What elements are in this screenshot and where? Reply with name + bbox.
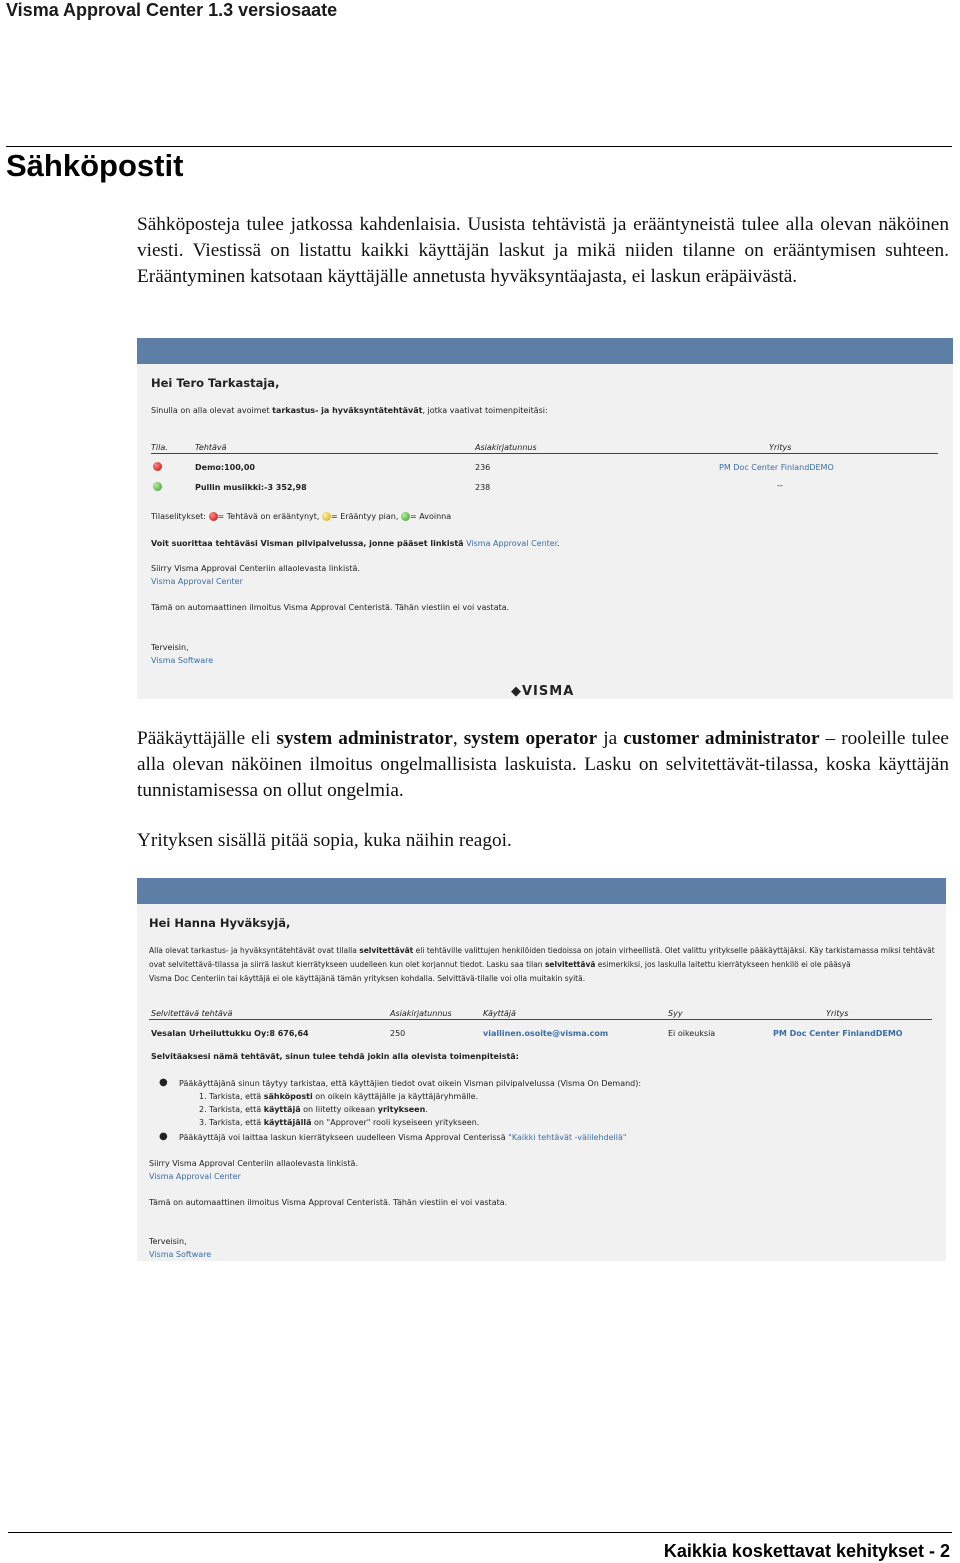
- row-company-link[interactable]: PM Doc Center FinlandDEMO: [773, 1029, 903, 1038]
- col-header-task: Selvitettävä tehtävä: [151, 1009, 233, 1018]
- table-divider: [151, 453, 938, 454]
- email-greeting: Hei Hanna Hyväksyjä,: [149, 916, 291, 930]
- status-open-icon: [153, 482, 162, 491]
- sub-step-3: 3. Tarkista, että käyttäjällä on "Approver" rooli kyseiseen yritykseen.: [199, 1118, 480, 1127]
- regards: Terveisin,: [151, 643, 189, 652]
- sub-step-2: 2. Tarkista, että käyttäjä on liitetty oikeaan yritykseen.: [199, 1105, 428, 1114]
- fix-title: Selvitäaksesi nämä tehtävät, sinun tulee tehdä jokin alla olevista toimenpiteistä:: [151, 1052, 519, 1061]
- bullet1-text: Pääkäyttäjänä sinun täytyy tarkistaa, että käyttäjien tiedot ovat oikein Visman pilvipalvelussa (Visma On Demand):: [179, 1079, 642, 1088]
- col-header-task: Tehtävä: [195, 443, 227, 452]
- table-divider: [149, 1019, 932, 1020]
- auto-notice: Tämä on automaattinen ilmoitus Visma Approval Centeristä. Tähän viestiin ei voi vastata.: [151, 603, 510, 612]
- legend-open-icon: [401, 512, 410, 521]
- email-header-bar: [137, 338, 953, 364]
- row-document: 250: [390, 1029, 406, 1038]
- bullet-icon: ●: [159, 1077, 168, 1088]
- col-header-user: Käyttäjä: [483, 1009, 516, 1018]
- visma-logo-icon: ◆: [511, 684, 522, 699]
- email-body-line2: ovat selvitettävä-tilassa ja siirrä laskut kierrätykseen uudelleen kun olet korjannut tiedot. Lasku saa tilan selvitettävä esimerkiksi, jos laskulla laitettu kierrätykseen henkilö ei ole pääsyä: [149, 960, 851, 969]
- bullet-icon: ●: [159, 1131, 168, 1142]
- go-instruction: Siirry Visma Approval Centeriin allaolevasta linkistä.: [151, 564, 360, 573]
- footer-rule: [8, 1532, 952, 1533]
- row-user-link[interactable]: viallinen.osoite@visma.com: [483, 1029, 609, 1038]
- email-greeting: Hei Tero Tarkastaja,: [151, 376, 280, 390]
- email-body-line3: Visma Doc Centeriin tai käyttäjä ei ole käyttäjänä tämän yrityksen kohdalla. Selvittävä-tilalle voi olla muitakin syitä.: [149, 974, 586, 983]
- intro-paragraph: Sähköposteja tulee jatkossa kahdenlaisia. Uusista tehtävistä ja erääntyneistä tulee alla olevan näköinen viesti. Viestissä on listattu kaikki käyttäjän laskut ja mikä niiden tilanne on erääntymisen suhteen. Erääntyminen katsotaan käyttäjälle annetusta hyväksyntäajasta, ei laskun eräpäivästä.: [137, 214, 949, 287]
- company-paragraph: Yrityksen sisällä pitää sopia, kuka näihin reagoi.: [137, 830, 512, 851]
- approval-center-link[interactable]: Visma Approval Center: [149, 1172, 241, 1181]
- heading-rule: [6, 146, 952, 147]
- row1-task: Demo:100,00: [195, 463, 255, 472]
- row2-company: --: [777, 481, 783, 490]
- col-header-document: Asiakirjatunnus: [390, 1009, 452, 1018]
- col-header-document: Asiakirjatunnus: [475, 443, 537, 452]
- document-header: Visma Approval Center 1.3 versiosaate: [6, 0, 338, 20]
- email-header-bar: [137, 878, 946, 904]
- row-reason: Ei oikeuksia: [668, 1029, 716, 1038]
- row2-task: Pullin musiikki:-3 352,98: [195, 483, 307, 492]
- visma-logo: ◆VISMA: [511, 684, 575, 699]
- bullet2-text: Pääkäyttäjä voi laittaa laskun kierrätykseen uudelleen Visma Approval Centerissä "Kaikki tehtävät -välilehdellä": [179, 1133, 627, 1142]
- regards: Terveisin,: [149, 1237, 187, 1246]
- section-heading: Sähköpostit: [6, 148, 184, 183]
- cloud-service-text: Voit suorittaa tehtäväsi Visman pilvipalvelussa, jonne pääset linkistä Visma Approval Center.: [151, 539, 560, 548]
- status-overdue-icon: [153, 462, 162, 471]
- col-header-company: Yritys: [826, 1009, 849, 1018]
- status-legend: Tilaselitykset: = Tehtävä on erääntynyt, = Erääntyy pian, = Avoinna: [151, 512, 452, 521]
- auto-notice: Tämä on automaattinen ilmoitus Visma Approval Centeristä. Tähän viestiin ei voi vastata.: [149, 1198, 508, 1207]
- email-body-line1: Alla olevat tarkastus- ja hyväksyntätehtävät ovat tilalla selvitettävät eli tehtäville valittujen henkilöiden tiedoissa on jotain virheellistä. Olet valittu yritykselle pääkäyttäjäksi. Käy tarkistamassa miksi tehtävät: [149, 946, 935, 955]
- email-screenshot-unresolved: [137, 878, 946, 1261]
- admin-paragraph: Pääkäyttäjälle eli system administrator, system operator ja customer administrator – rooleille tulee alla olevan näköinen ilmoitus ongelmallisista laskuista. Lasku on selvitettävät-tilassa, koska käyttäjän tunnistamisessa on ollut ongelmia.: [137, 728, 949, 801]
- col-header-status: Tila.: [151, 443, 168, 452]
- legend-due-soon-icon: [322, 512, 331, 521]
- legend-overdue-icon: [209, 512, 218, 521]
- approval-center-link[interactable]: Visma Approval Center: [151, 577, 243, 586]
- row-task: Vesalan Urheiluttukku Oy:8 676,64: [151, 1029, 309, 1038]
- go-instruction: Siirry Visma Approval Centeriin allaolevasta linkistä.: [149, 1159, 358, 1168]
- email-screenshot-overdue: [137, 338, 953, 699]
- sender-link[interactable]: Visma Software: [149, 1250, 212, 1259]
- cloud-service-link[interactable]: Visma Approval Center: [466, 539, 558, 548]
- row1-document: 236: [475, 463, 491, 472]
- page-footer: Kaikkia koskettavat kehitykset - 2: [663, 1541, 950, 1561]
- row1-company-link[interactable]: PM Doc Center FinlandDEMO: [719, 463, 834, 472]
- col-header-reason: Syy: [668, 1009, 683, 1018]
- row2-document: 238: [475, 483, 491, 492]
- sub-step-1: 1. Tarkista, että sähköposti on oikein käyttäjälle ja käyttäjäryhmälle.: [199, 1092, 479, 1101]
- all-tasks-link[interactable]: "Kaikki tehtävät -välilehdellä": [508, 1133, 627, 1142]
- col-header-company: Yritys: [769, 443, 792, 452]
- email-intro: Sinulla on alla olevat avoimet tarkastus- ja hyväksyntätehtävät, jotka vaativat toimenpiteitäsi:: [151, 406, 548, 415]
- sender-link[interactable]: Visma Software: [151, 656, 214, 665]
